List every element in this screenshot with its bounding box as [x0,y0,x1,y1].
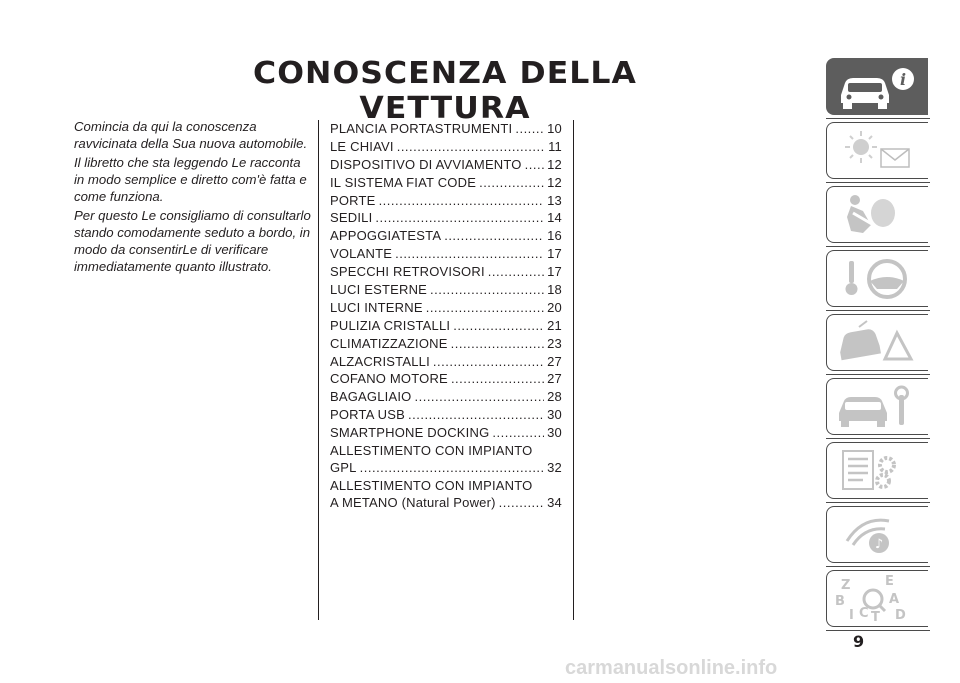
alphabetical-index-icon [833,575,923,623]
toc-entry[interactable] [330,120,562,137]
multimedia-icon [833,511,923,559]
steering-wheel-icon [833,255,923,303]
svg-text:♪: ♪ [874,537,884,552]
page-title: CONOSCENZA DELLA VETTURA [253,56,637,126]
toc-page: 34 [547,494,562,510]
car-maintenance-icon [833,383,923,431]
toc-page: 16 [547,228,562,244]
toc-entry[interactable] [330,174,562,191]
tab-separator [826,310,930,311]
toc-entry[interactable] [330,317,562,334]
toc-leader [360,459,545,476]
intro-text [74,118,314,277]
tab-multimedia[interactable] [826,506,928,563]
toc-page: 11 [548,138,562,154]
index-letter: E [885,575,894,589]
toc-label: PORTE [330,192,376,208]
toc-page: 28 [547,389,562,405]
toc-label: COFANO MOTORE [330,371,448,387]
tab-separator [826,118,930,119]
toc-leader [492,424,544,441]
emergency-icon [833,319,923,367]
toc-label: SMARTPHONE DOCKING [330,425,490,441]
intro-paragraph: Comincia da qui la conoscenza ravvicinata della Sua nuova automobile. [74,119,308,151]
tab-separator [826,438,930,439]
toc-label: GPL [330,460,357,476]
toc-entry[interactable] [330,209,562,226]
toc-leader [444,227,544,244]
toc-entry[interactable] [330,477,562,511]
toc-leader [479,174,544,191]
toc-entry[interactable] [330,281,562,298]
airbag-icon [833,191,923,239]
toc-label: BAGAGLIAIO [330,389,412,405]
tab-warning-lights[interactable] [826,122,928,179]
tab-technical-data[interactable] [826,442,928,499]
svg-text:i: i [899,70,907,89]
toc-leader [430,281,544,298]
toc-entry[interactable] [330,227,562,244]
toc-entry[interactable] [330,138,562,155]
toc-label: A METANO (Natural Power) [330,494,496,510]
tab-starting-driving[interactable] [826,250,928,307]
toc-leader [499,494,544,511]
toc-page: 32 [547,460,562,476]
toc-label: LUCI INTERNE [330,299,423,315]
toc-leader [379,192,545,209]
toc-entry[interactable] [330,442,562,476]
toc-label: DISPOSITIVO DI AVVIAMENTO [330,156,522,172]
toc-leader [525,156,545,173]
intro-paragraph: Il libretto che sta leggendo Le racconta in modo semplice e diretto com'è fatta e come funziona. [74,155,307,204]
column-divider-right [573,120,574,620]
toc-page: 23 [547,335,562,351]
toc-page: 17 [547,246,562,262]
toc-leader [451,335,545,352]
toc-entry[interactable] [330,192,562,209]
toc-entry[interactable] [330,388,562,405]
toc-label: PULIZIA CRISTALLI [330,317,451,333]
toc-label: ALLESTIMENTO CON IMPIANTO [330,477,533,493]
tab-separator [826,182,930,183]
toc-page: 18 [547,282,562,298]
toc-page: 20 [547,299,562,315]
toc-page: 17 [547,264,562,280]
toc-label: IL SISTEMA FIAT CODE [330,174,477,190]
toc-page: 30 [547,425,562,441]
tab-index[interactable] [826,570,928,627]
toc-leader [395,245,544,262]
index-letter: B [835,594,845,609]
toc-leader [453,317,544,334]
toc-entry[interactable] [330,424,562,441]
toc-leader [408,406,544,423]
index-letter: A [889,592,900,607]
toc-entry[interactable] [330,370,562,387]
technical-data-icon [833,447,923,495]
toc-label: CLIMATIZZAZIONE [330,335,448,351]
toc-page: 27 [547,371,562,387]
toc-page: 10 [547,121,562,136]
table-of-contents [330,120,562,512]
toc-leader [433,353,544,370]
index-letter: D [895,608,906,623]
toc-entry[interactable] [330,263,562,280]
page-number: 9 [853,632,865,651]
toc-leader [375,209,544,226]
watermark: carmanualsonline.info [565,657,778,679]
tab-separator [826,630,930,631]
intro-paragraph: Per questo Le consigliamo di consultarlo stando comodamente seduto a bordo, in modo da consentirLe di verificare immediatamente quanto illustrato. [74,208,311,274]
toc-entry[interactable] [330,156,562,173]
toc-label: APPOGGIATESTA [330,228,442,244]
toc-page: 12 [547,156,562,172]
tab-emergency[interactable] [826,314,928,371]
tab-separator [826,374,930,375]
toc-label: ALZACRISTALLI [330,353,430,369]
toc-entry[interactable] [330,299,562,316]
toc-label: PLANCIA PORTASTRUMENTI [330,121,513,136]
toc-label: SPECCHI RETROVISORI [330,264,485,280]
toc-leader [414,388,544,405]
toc-label: ALLESTIMENTO CON IMPIANTO [330,443,533,459]
warning-lights-icon [833,127,923,175]
toc-leader [451,370,544,387]
column-divider-left [318,120,319,620]
car-info-icon [833,63,923,111]
toc-entry[interactable] [330,245,562,262]
toc-page: 30 [547,407,562,423]
tab-separator [826,566,930,567]
toc-leader [488,263,544,280]
toc-page: 27 [547,353,562,369]
toc-label: SEDILI [330,210,373,226]
index-letter: T [871,610,880,623]
toc-entry[interactable] [330,353,562,370]
toc-label: PORTA USB [330,407,406,423]
toc-label: LE CHIAVI [330,138,394,154]
toc-entry[interactable] [330,406,562,423]
index-letter: C [859,606,869,621]
toc-entry[interactable] [330,335,562,352]
tab-maintenance[interactable] [826,378,928,435]
toc-page: 14 [547,210,562,226]
toc-label: VOLANTE [330,246,393,262]
toc-leader [426,299,544,316]
tab-safety[interactable] [826,186,928,243]
tab-separator [826,246,930,247]
toc-leader [397,138,545,155]
index-letter: Z [841,578,851,593]
toc-page: 21 [547,317,562,333]
toc-page: 12 [547,174,562,190]
toc-label: LUCI ESTERNE [330,282,428,298]
index-letter: I [849,608,854,623]
tab-car-info[interactable] [826,58,928,115]
tab-separator [826,502,930,503]
toc-leader [515,120,544,137]
toc-page: 13 [547,192,562,208]
